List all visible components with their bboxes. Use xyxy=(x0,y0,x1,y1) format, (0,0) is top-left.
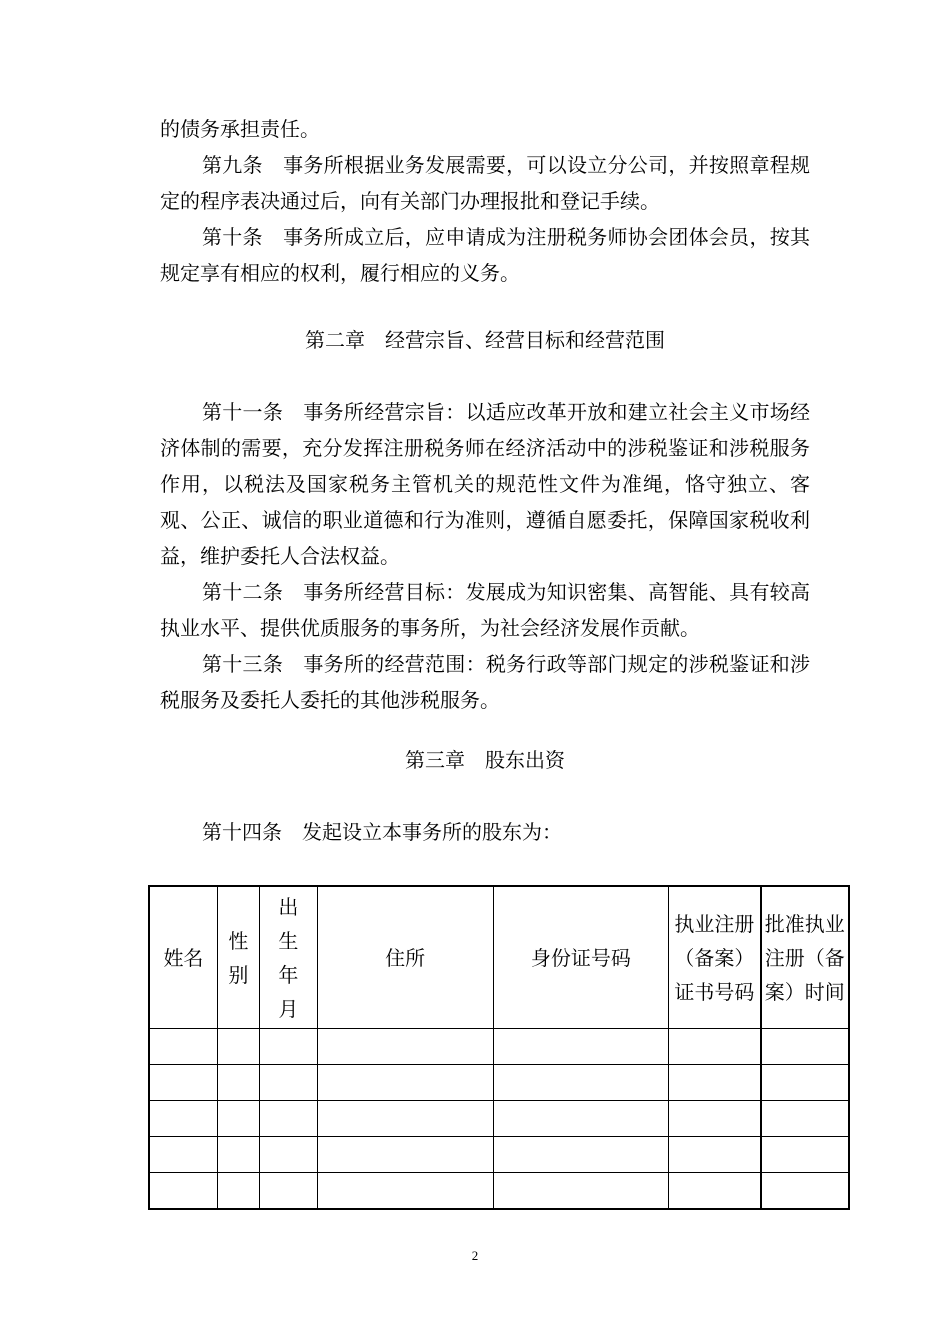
header-certificate-number: 执业注册（备案）证书号码 xyxy=(669,887,761,1029)
article-12: 第十二条 事务所经营目标：发展成为知识密集、高智能、具有较高执业水平、提供优质服务的事务所，为社会经济发展作贡献。 xyxy=(160,580,810,640)
header-birth: 出生年月 xyxy=(259,887,317,1029)
table-header-row xyxy=(150,887,849,1029)
shareholder-table xyxy=(149,886,849,1209)
header-id-number: 身份证号码 xyxy=(493,887,669,1029)
article-10: 第十条 事务所成立后，应申请成为注册税务师协会团体会员，按其规定享有相应的权利，履行相应的义务。 xyxy=(160,225,810,285)
article-11: 第十一条 事务所经营宗旨：以适应改革开放和建立社会主义市场经济体制的需要，充分发挥注册税务师在经济活动中的涉税鉴证和涉税服务作用，以税法及国家税务主管机关的规范性文件为准绳，恪守独立、客观、公正、诚信的职业道德和行为准则，遵循自愿委托，保障国家税收利益，维护委托人合法权益。 xyxy=(160,400,810,568)
chapter-3-title: 第三章 股东出资 xyxy=(405,748,565,772)
article-14: 第十四条 发起设立本事务所的股东为： xyxy=(202,820,562,844)
table-row xyxy=(150,1065,849,1101)
page-number: 2 xyxy=(471,1248,479,1263)
article-9: 第九条 事务所根据业务发展需要，可以设立分公司，并按照章程规定的程序表决通过后，向有关部门办理报批和登记手续。 xyxy=(160,153,810,213)
header-gender: 性别 xyxy=(217,887,259,1029)
table-row xyxy=(150,1029,849,1065)
article-13: 第十三条 事务所的经营范围：税务行政等部门规定的涉税鉴证和涉税服务及委托人委托的其他涉税服务。 xyxy=(160,652,810,712)
table-row xyxy=(150,1173,849,1209)
chapter-2-title: 第二章 经营宗旨、经营目标和经营范围 xyxy=(305,328,665,352)
header-address: 住所 xyxy=(317,887,493,1029)
table-row xyxy=(150,1137,849,1173)
paragraph-continuation: 的债务承担责任。 xyxy=(160,117,320,141)
header-name: 姓名 xyxy=(150,887,218,1029)
table-row xyxy=(150,1101,849,1137)
header-approval-time: 批准执业注册（备案）时间 xyxy=(761,887,849,1029)
